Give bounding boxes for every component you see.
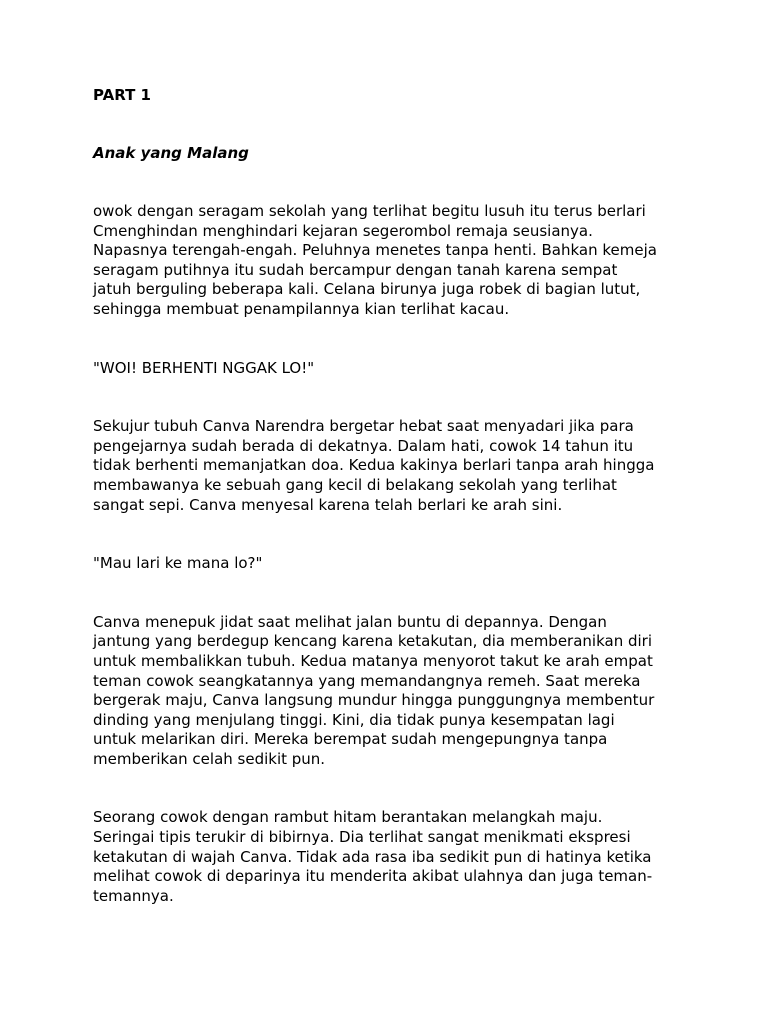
paragraph-line: sehingga membuat penampilannya kian terlihat kacau.: [93, 299, 510, 318]
paragraph-line: bergerak maju, Canva langsung mundur hingga punggungnya membentur: [93, 691, 655, 710]
paragraph-line: Napasnya terengah-engah. Peluhnya menetes tanpa henti. Bahkan kemeja: [93, 241, 657, 260]
paragraph-6: [93, 808, 678, 906]
paragraph-4: [93, 554, 678, 574]
paragraph-line: dinding yang menjulang tinggi. Kini, dia tidak punya kesempatan lagi: [93, 710, 615, 729]
paragraph-line: sangat sepi. Canva menyesal karena telah berlari ke arah sini.: [93, 495, 563, 514]
paragraph-line: memberikan celah sedikit pun.: [93, 749, 326, 768]
paragraph-line: Seringai tipis terukir di bibirnya. Dia terlihat sangat menikmati ekspresi: [93, 828, 631, 847]
paragraph-5: [93, 613, 678, 770]
paragraph-line: Cmenghindan menghindari kejaran segerombol remaja seusianya.: [93, 221, 593, 240]
paragraph-line: untuk membalikkan tubuh. Kedua matanya menyorot takut ke arah empat: [93, 651, 653, 670]
paragraph-line: teman cowok seangkatannya yang memandangnya remeh. Saat mereka: [93, 671, 641, 690]
paragraph-3: [93, 417, 678, 515]
paragraph-line: temannya.: [93, 886, 174, 905]
paragraph-line: membawanya ke sebuah gang kecil di belakang sekolah yang terlihat: [93, 475, 617, 494]
paragraph-1: [93, 202, 678, 320]
dialogue-line: "WOI! BERHENTI NGGAK LO!": [93, 358, 315, 377]
paragraph-line: seragam putihnya itu sudah bercampur dengan tanah karena sempat: [93, 260, 618, 279]
paragraph-line: jantung yang berdegup kencang karena ketakutan, dia memberanikan diri: [93, 632, 653, 651]
paragraph-line: untuk melarikan diri. Mereka berempat sudah mengepungnya tanpa: [93, 730, 608, 749]
chapter-title: Anak yang Malang: [93, 144, 249, 162]
dialogue-line: "Mau lari ke mana lo?": [93, 554, 263, 573]
paragraph-line: owok dengan seragam sekolah yang terlihat begitu lusuh itu terus berlari: [93, 202, 646, 220]
paragraph-line: Canva menepuk jidat saat melihat jalan buntu di depannya. Dengan: [93, 612, 607, 631]
paragraph-line: Seorang cowok dengan rambut hitam berantakan melangkah maju.: [93, 808, 603, 827]
paragraph-line: pengejarnya sudah berada di dekatnya. Dalam hati, cowok 14 tahun itu: [93, 436, 634, 455]
paragraph-line: melihat cowok di deparinya itu menderita akibat ulahnya dan juga teman-: [93, 867, 653, 886]
part-heading: PART 1: [93, 86, 151, 104]
paragraph-line: tidak berhenti memanjatkan doa. Kedua kakinya berlari tanpa arah hingga: [93, 456, 655, 475]
paragraph-line: Sekujur tubuh Canva Narendra bergetar hebat saat menyadari jika para: [93, 417, 634, 436]
paragraph-line: jatuh berguling beberapa kali. Celana birunya juga robek di bagian lutut,: [93, 280, 641, 299]
paragraph-2: [93, 359, 678, 379]
paragraph-line: ketakutan di wajah Canva. Tidak ada rasa iba sedikit pun di hatinya ketika: [93, 847, 652, 866]
